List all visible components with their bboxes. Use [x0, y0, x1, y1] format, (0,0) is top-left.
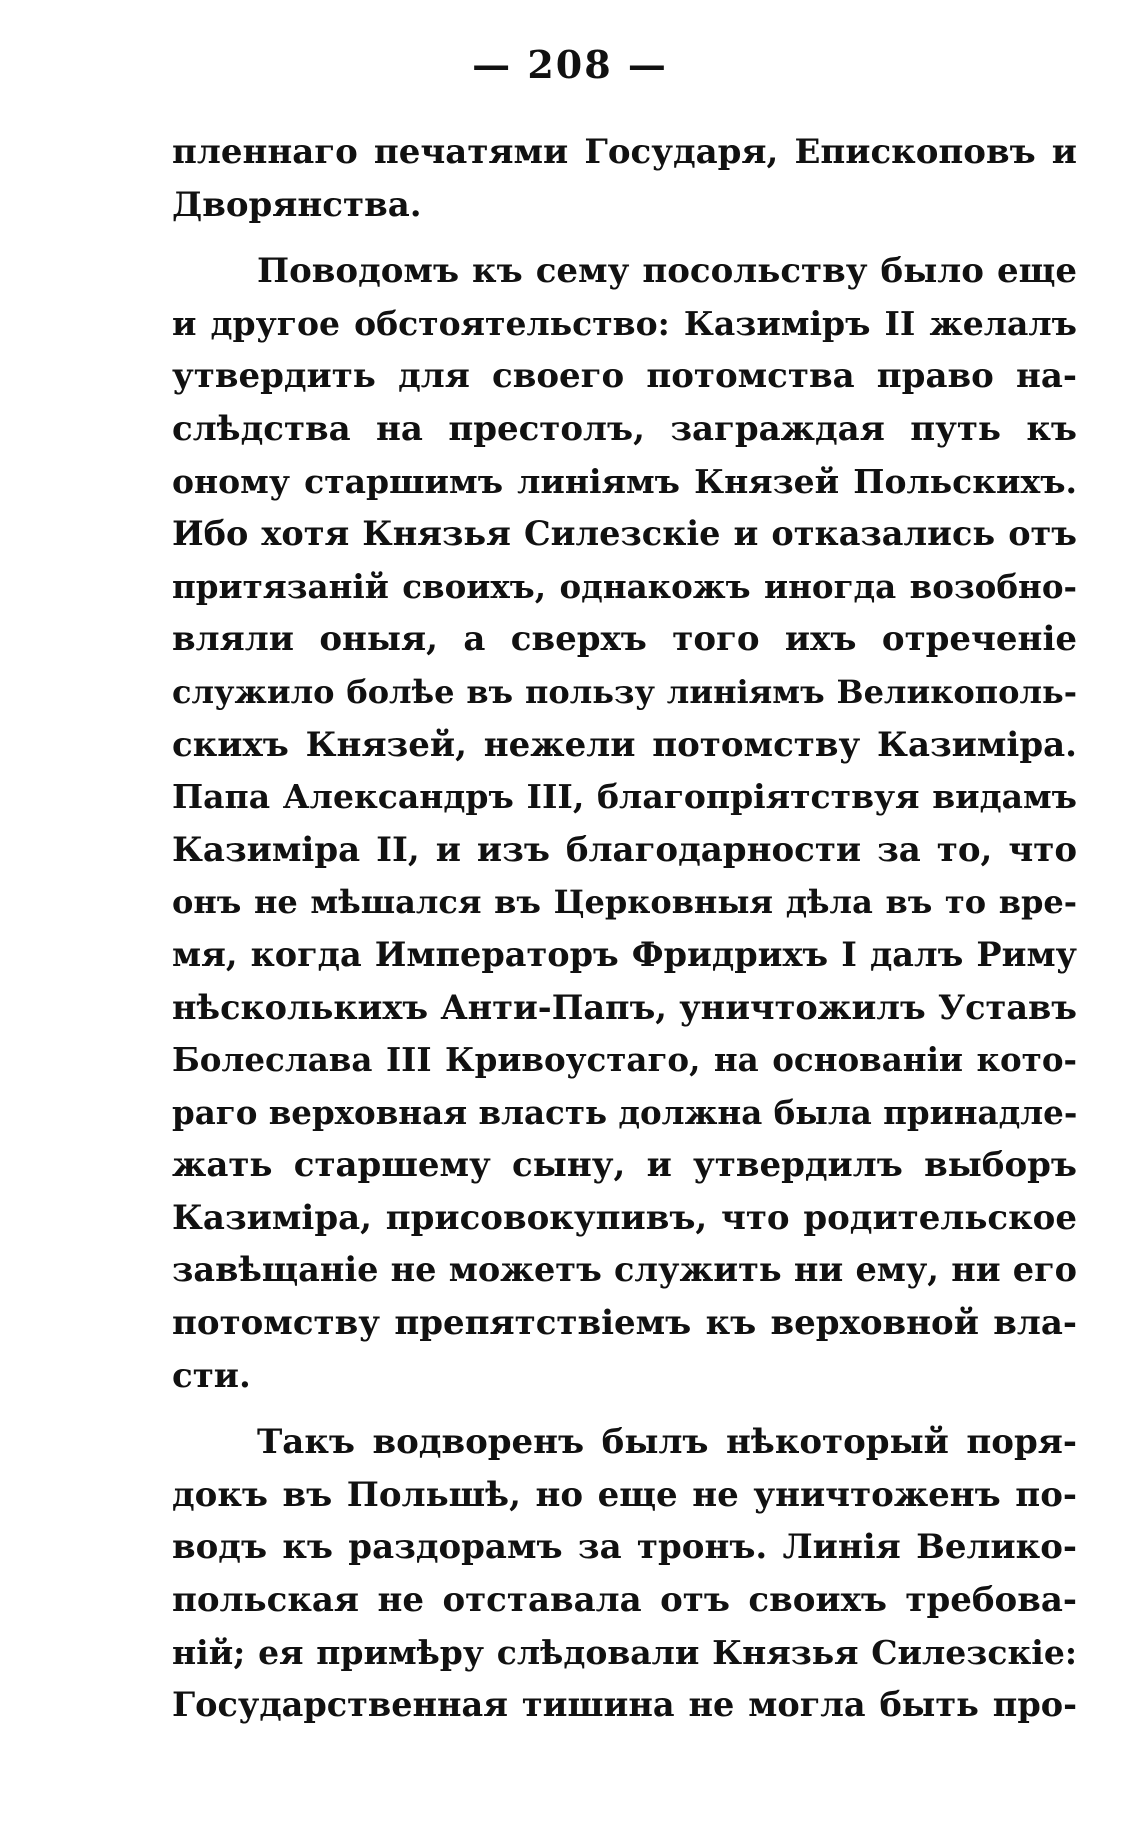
page-text — [172, 126, 1077, 1732]
page-number: — 208 — — [472, 42, 668, 87]
text-line: сти. — [172, 1355, 251, 1396]
text-line: Поводомъ къ сему посольству было еще — [257, 251, 1077, 292]
text-line: докъ въ Польшѣ, но еще не уничтоженъ по- — [172, 1474, 1077, 1515]
text-line: Такъ водворенъ былъ нѣкоторый поря- — [257, 1422, 1077, 1463]
text-line: вляли оныя, а сверхъ того ихъ отреченіе — [172, 619, 1077, 660]
text-line: Государственная тишина не могла быть про- — [172, 1685, 1077, 1725]
text-line: раго верховная власть должна была принадле- — [172, 1092, 1078, 1132]
text-line: мя, когда Императоръ Фридрихъ I далъ Риму — [172, 934, 1077, 974]
paragraph-2 — [172, 245, 1077, 1402]
text-line: оному старшимъ линіямъ Князей Польскихъ. — [172, 461, 1077, 501]
text-line: водъ къ раздорамъ за тронъ. Линія Велико- — [172, 1527, 1077, 1568]
text-line: Казиміра, присовокупивъ, что родительское — [172, 1197, 1077, 1238]
text-line: пленнаго печатями Государя, Епископовъ и — [172, 132, 1077, 172]
text-line: Казиміра II, и изъ благодарности за то, что — [172, 829, 1077, 870]
text-line: притязаній своихъ, однакожъ иногда возобно- — [172, 566, 1077, 606]
text-line: Ибо хотя Князья Силезскіе и отказались отъ — [172, 514, 1077, 554]
text-line: завѣщаніе не можетъ служить ни ему, ни его — [172, 1250, 1077, 1290]
paragraph-3 — [172, 1416, 1077, 1732]
text-line: и другое обстоятельство: Казиміръ II желалъ — [172, 303, 1077, 343]
text-line: польская не отставала отъ своихъ требова- — [172, 1580, 1077, 1621]
text-line: слѣдства на престолъ, заграждая путь къ — [172, 408, 1077, 449]
text-line: жать старшему сыну, и утвердилъ выборъ — [172, 1145, 1077, 1186]
text-line: потомству препятствіемъ къ верховной вла- — [172, 1303, 1077, 1344]
text-line: онъ не мѣшался въ Церковныя дѣла въ то вре- — [172, 883, 1077, 922]
paragraph-1 — [172, 126, 1077, 231]
text-line: утвердить для своего потомства право на- — [172, 356, 1077, 397]
text-line: скихъ Князей, нежели потомству Казиміра. — [172, 724, 1077, 765]
text-line: Болеслава III Кривоустаго, на основаніи кото- — [172, 1040, 1077, 1080]
text-line: ній; ея примѣру слѣдовали Князья Силезскіе: — [172, 1632, 1077, 1672]
text-line: служило болѣе въ пользу линіямъ Великополь- — [172, 672, 1077, 711]
text-line: Дворянства. — [172, 184, 422, 225]
text-line: нѣсколькихъ Анти-Папъ, уничтожилъ Уставъ — [172, 987, 1077, 1027]
text-line: Папа Александръ III, благопріятствуя видамъ — [172, 777, 1077, 817]
